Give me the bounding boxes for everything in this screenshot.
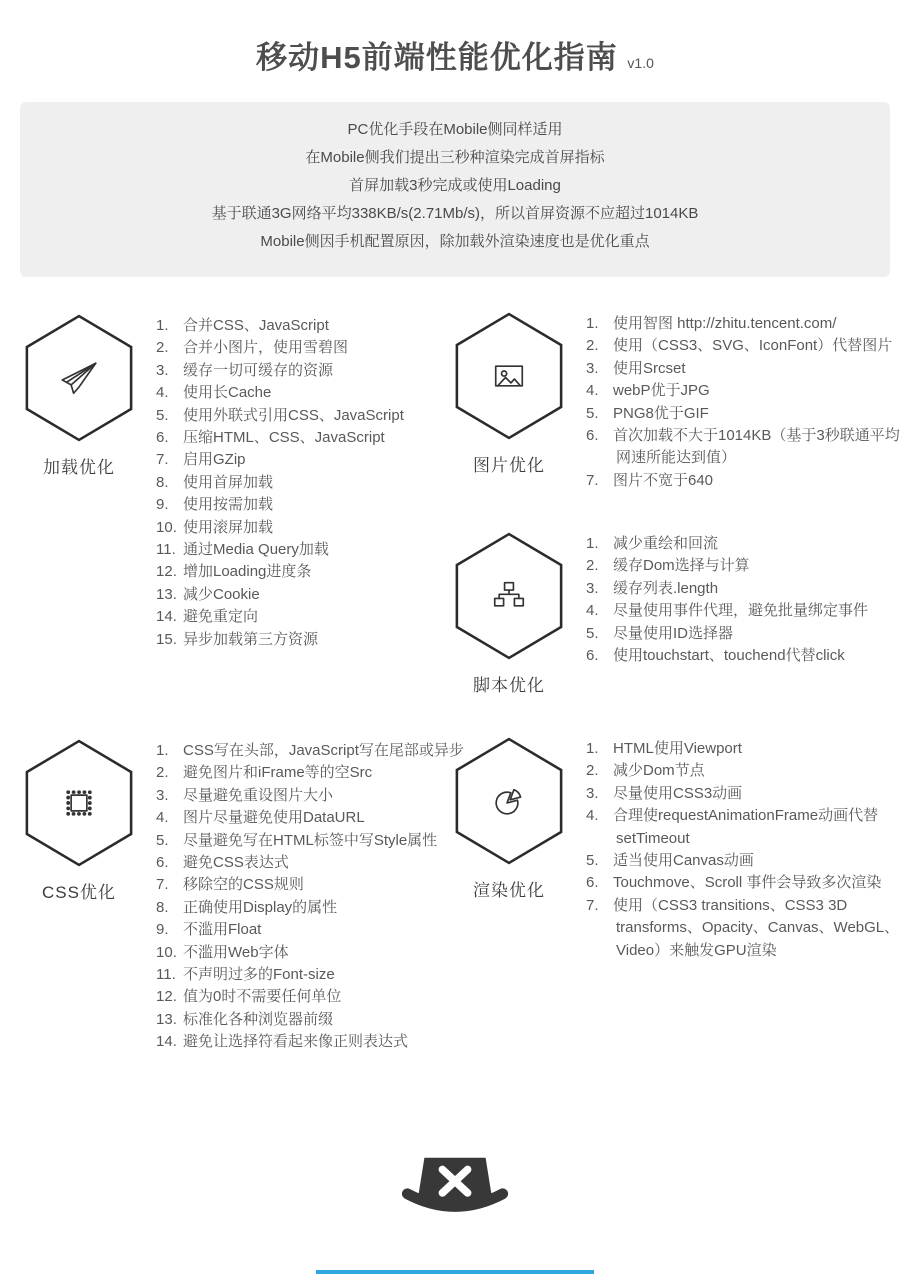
intro-line: 首屏加载3秒完成或使用Loading xyxy=(349,177,561,194)
section-item-list xyxy=(156,314,472,651)
list-item: 减少Dom节点 xyxy=(613,762,705,780)
section-label: 加载优化 xyxy=(43,458,115,477)
version-label: v1.0 xyxy=(627,55,654,71)
section-item-list xyxy=(586,312,902,492)
section-render xyxy=(448,737,902,962)
list-item: 尽量避免写在HTML标签中写Style属性 xyxy=(183,831,438,849)
list-item: 避免重定向 xyxy=(183,608,259,626)
list-item: 压缩HTML、CSS、JavaScript xyxy=(183,429,385,447)
pie-chart-icon xyxy=(450,737,568,865)
list-item: webP优于JPG xyxy=(613,382,710,400)
list-item: 图片尽量避免使用DataURL xyxy=(183,809,365,827)
list-item: 使用长Cache xyxy=(183,384,272,402)
section-css xyxy=(18,739,472,1054)
list-item: PNG8优于GIF xyxy=(613,404,709,422)
list-item: 尽量使用CSS3动画 xyxy=(613,784,743,802)
magic-hat-icon xyxy=(401,1156,509,1228)
list-item: 图片不宽于640 xyxy=(613,471,714,489)
list-item: 使用（CSS3、SVG、IconFont）代替图片 xyxy=(613,337,893,355)
list-item: 合并CSS、JavaScript xyxy=(183,317,329,334)
intro-line: 在Mobile侧我们提出三秒种渲染完成首屏指标 xyxy=(305,149,605,166)
intro-box xyxy=(20,102,890,277)
list-item: 不滥用Float xyxy=(183,921,262,939)
title-text: 移动H5前端性能优化指南 xyxy=(256,40,618,75)
list-item: 不声明过多的Font-size xyxy=(183,966,335,984)
page-title xyxy=(0,32,910,77)
section-item-list xyxy=(586,532,902,667)
section-script xyxy=(448,532,902,696)
section-item-list xyxy=(586,737,902,962)
section-label: 脚本优化 xyxy=(473,676,545,695)
list-item: 尽量避免重设图片大小 xyxy=(183,786,334,804)
section-icon-column xyxy=(448,737,570,901)
list-item: 移除空的CSS规则 xyxy=(183,876,304,894)
paper-plane-icon xyxy=(20,314,138,442)
section-loading xyxy=(18,314,472,651)
section-image xyxy=(448,312,902,492)
list-item: 避免让选择符看起来像正则表达式 xyxy=(183,1033,409,1051)
section-icon-column xyxy=(448,312,570,476)
list-item: 避免图片和iFrame等的空Src xyxy=(183,764,373,782)
list-item: 尽量使用ID选择器 xyxy=(613,624,734,642)
stamp-icon xyxy=(20,739,138,867)
list-item: 使用touchstart、touchend代替click xyxy=(613,647,845,665)
list-item: 首次加载不大于1014KB（基于3秒联通平均网速所能达到值） xyxy=(613,427,900,467)
list-item: 缓存一切可缓存的资源 xyxy=(183,361,334,379)
list-item: HTML使用Viewport xyxy=(613,740,742,757)
list-item: CSS写在头部，JavaScript写在尾部或异步 xyxy=(183,742,464,759)
list-item: 使用外联式引用CSS、JavaScript xyxy=(183,406,404,424)
section-icon-column xyxy=(448,532,570,696)
list-item: 缓存列表.length xyxy=(613,579,719,597)
list-item: Touchmove、Scroll 事件会导致多次渲染 xyxy=(613,874,882,892)
list-item: 通过Media Query加载 xyxy=(183,541,329,559)
list-item: 合理使requestAnimationFrame动画代替setTimeout xyxy=(613,807,879,847)
list-item: 使用首屏加载 xyxy=(183,473,274,491)
list-item: 异步加载第三方资源 xyxy=(183,630,319,648)
list-item: 避免CSS表达式 xyxy=(183,854,289,872)
sitemap-icon xyxy=(450,532,568,660)
list-item: 标准化各种浏览器前缀 xyxy=(183,1010,334,1028)
picture-icon xyxy=(450,312,568,440)
section-item-list xyxy=(156,739,472,1054)
intro-line: PC优化手段在Mobile侧同样适用 xyxy=(347,121,563,138)
list-item: 尽量使用事件代理，避免批量绑定事件 xyxy=(613,602,869,620)
intro-line: 基于联通3G网络平均338KB/s(2.71Mb/s)，所以首屏资源不应超过1014KB xyxy=(211,205,699,222)
section-label: 图片优化 xyxy=(473,456,545,475)
list-item: 增加Loading进度条 xyxy=(183,563,312,581)
list-item: 值为0时不需要任何单位 xyxy=(183,988,342,1006)
list-item: 减少重绘和回流 xyxy=(613,535,719,552)
list-item: 不滥用Web字体 xyxy=(183,943,289,961)
footer-accent-line xyxy=(316,1270,594,1274)
list-item: 减少Cookie xyxy=(183,585,260,603)
section-label: 渲染优化 xyxy=(473,881,545,900)
section-icon-column xyxy=(18,314,140,478)
intro-line: Mobile侧因手机配置原因，除加载外渲染速度也是优化重点 xyxy=(260,233,650,250)
list-item: 使用（CSS3 transitions、CSS3 3D transforms、Opacity、Canvas、WebGL、Video）来触发GPU渲染 xyxy=(613,896,900,959)
list-item: 使用智图 http://zhitu.tencent.com/ xyxy=(613,315,837,332)
page-header xyxy=(0,0,910,77)
list-item: 缓存Dom选择与计算 xyxy=(613,557,750,575)
list-item: 使用Srcset xyxy=(613,359,686,377)
list-item: 使用滚屏加载 xyxy=(183,518,274,536)
list-item: 合并小图片，使用雪碧图 xyxy=(183,339,349,357)
section-icon-column xyxy=(18,739,140,903)
section-label: CSS优化 xyxy=(42,883,116,902)
list-item: 启用GZip xyxy=(183,451,246,469)
list-item: 正确使用Display的属性 xyxy=(183,898,338,916)
list-item: 适当使用Canvas动画 xyxy=(613,852,754,870)
list-item: 使用按需加载 xyxy=(183,496,274,514)
